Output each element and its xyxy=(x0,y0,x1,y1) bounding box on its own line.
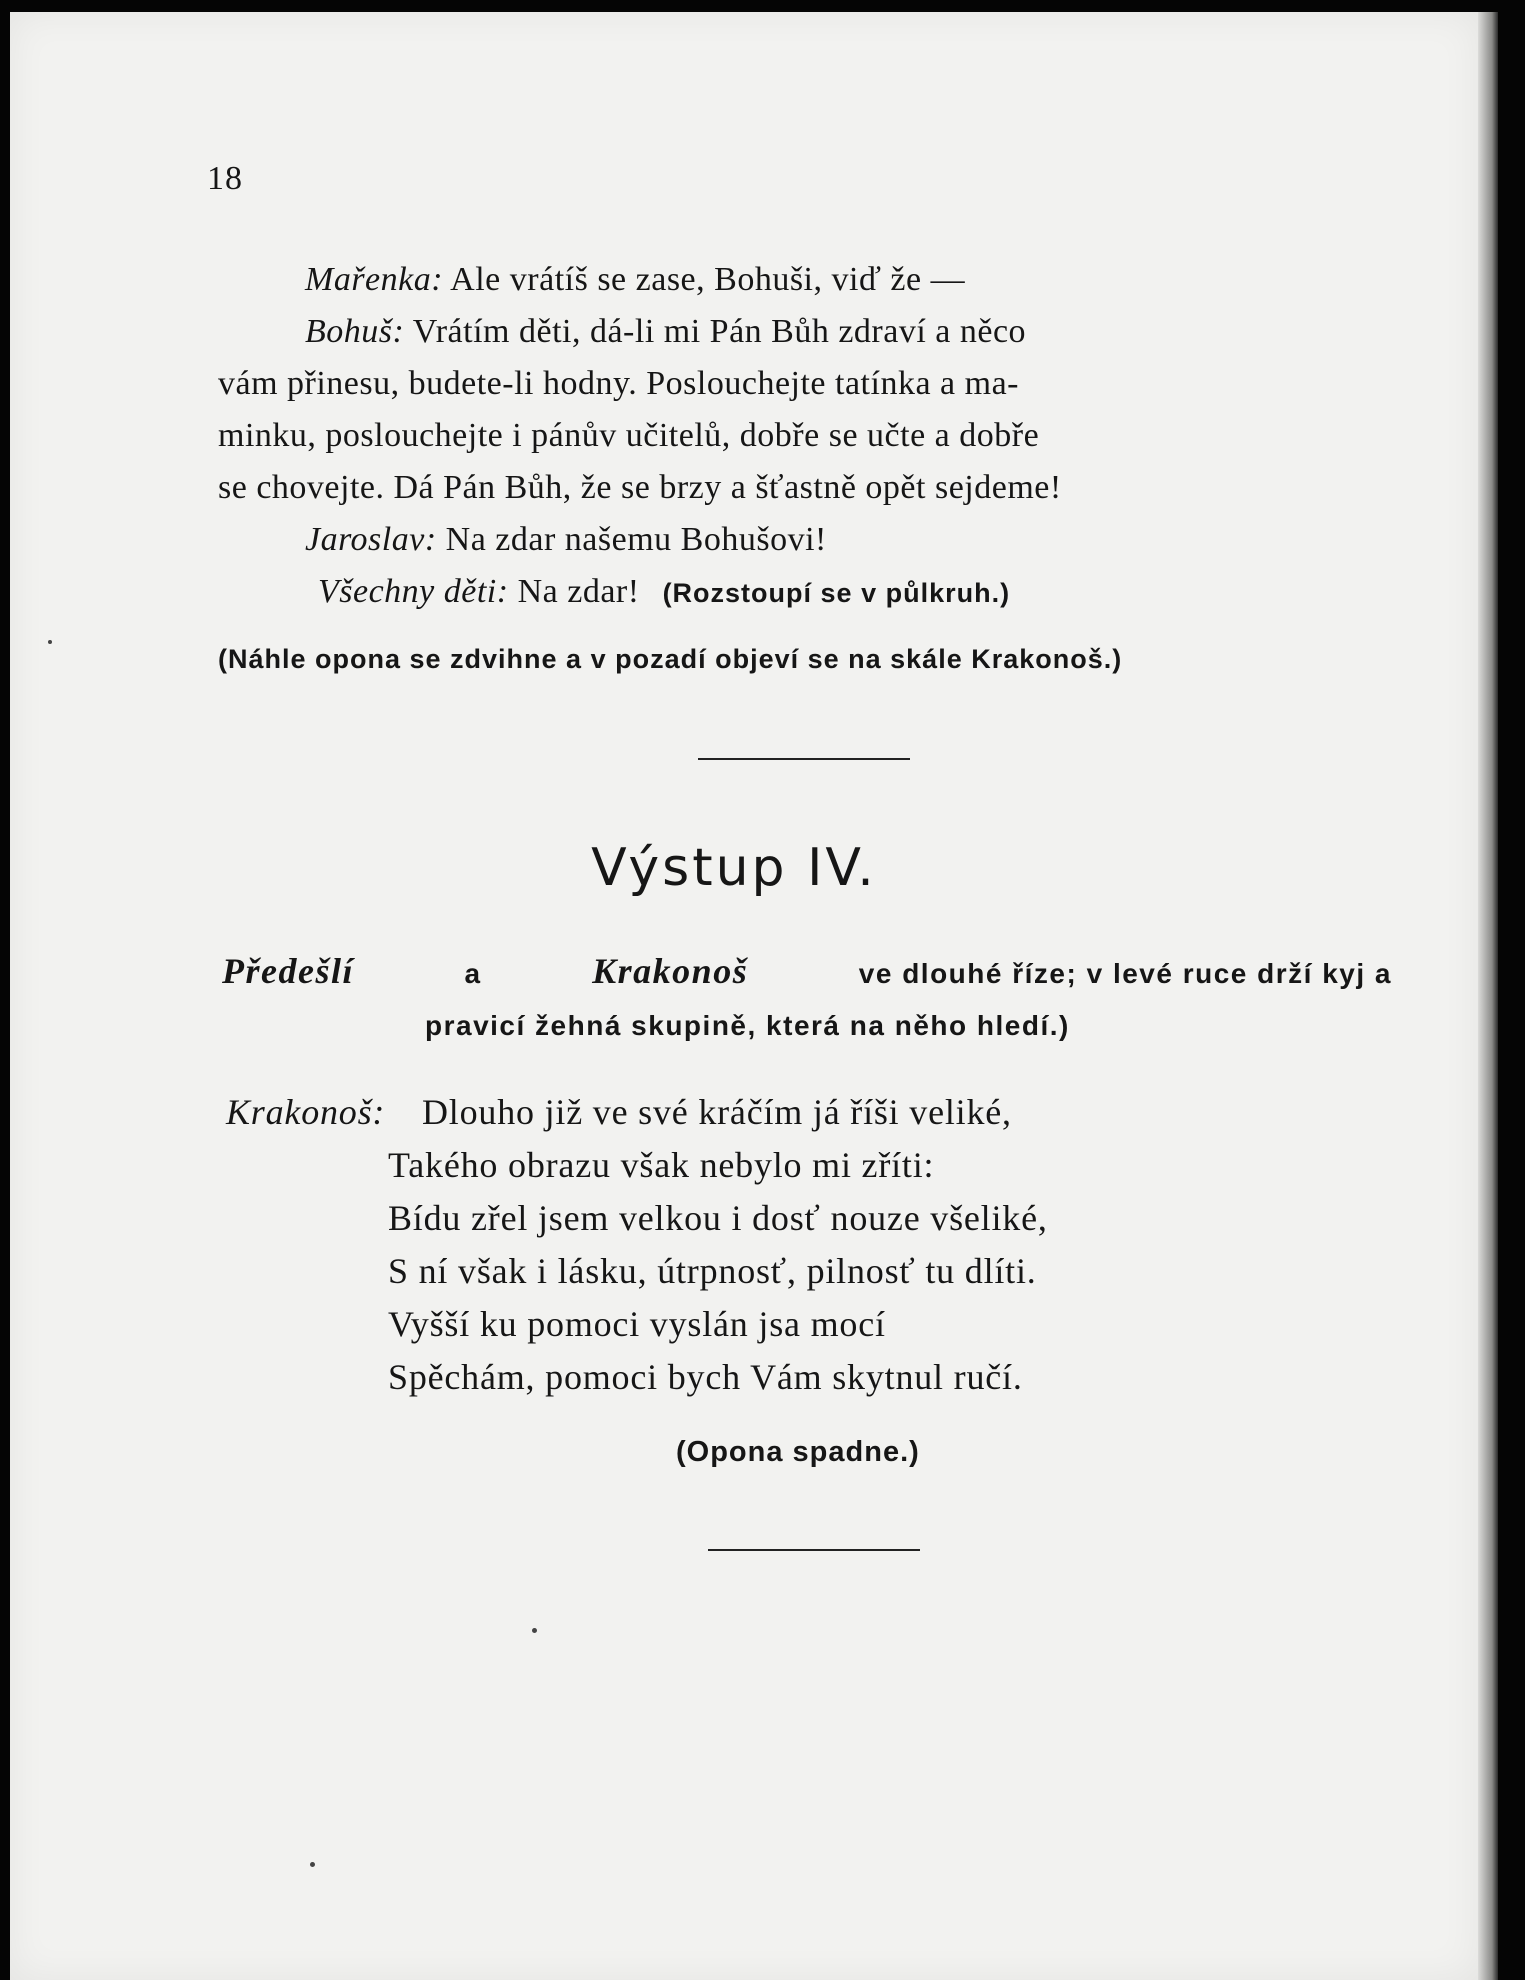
verse-line: Bídu zřel jsem velkou i dosť nouze všeliké, xyxy=(388,1198,1048,1238)
stage-direction-closing: (Opona spadne.) xyxy=(676,1436,920,1468)
speaker-marenka: Mařenka: xyxy=(305,261,444,298)
scene-intro-speaker-krakonos: Krakonoš xyxy=(592,951,749,991)
speaker-bohus: Bohuš: xyxy=(305,313,405,350)
stage-direction: (Rozstoupí se v půlkruh.) xyxy=(662,578,1011,608)
page-edge xyxy=(1478,12,1498,1980)
scene-intro-and: a xyxy=(464,958,482,989)
scene-intro-line2: pravicí žehná skupině, která na něho hledí.) xyxy=(425,1010,1070,1041)
paper-speck xyxy=(310,1862,315,1867)
dialogue-text: Na zdar! xyxy=(508,573,640,610)
line-marenka xyxy=(305,254,965,306)
page-number: 18 xyxy=(207,160,243,197)
verse-line: Takého obrazu však nebylo mi zříti: xyxy=(388,1145,935,1185)
scene-heading: Výstup IV. xyxy=(591,838,877,898)
speaker-vsechny-deti: Všechny děti: xyxy=(318,573,509,610)
divider-rule xyxy=(698,758,910,760)
scene-intro-speaker-predesli: Předešlí xyxy=(222,951,354,991)
verse-line: S ní však i lásku, útrpnosť, pilnosť tu dlíti. xyxy=(388,1251,1037,1291)
speaker-krakonos: Krakonoš: xyxy=(226,1092,386,1132)
verse-line: Vyšší ku pomoci vyslán jsa mocí xyxy=(388,1304,886,1344)
scene-intro-text: ve dlouhé říze; v levé ruce drží kyj a xyxy=(858,958,1392,989)
dialogue-text: Vrátím děti, dá-li mi Pán Bůh zdraví a něco xyxy=(404,313,1027,350)
verse-line: Dlouho již ve své kráčím já říši veliké, xyxy=(422,1092,1012,1132)
dialogue-continuation-line: minku, poslouchejte i pánův učitelů, dobře se učte a dobře xyxy=(218,417,1040,454)
stage-direction-curtain: (Náhle opona se zdvihne a v pozadí objeví se na skále Krakonoš.) xyxy=(218,644,1123,674)
paper-speck xyxy=(532,1628,537,1633)
scene-intro-line1 xyxy=(222,950,1392,992)
speaker-jaroslav: Jaroslav: xyxy=(305,521,437,558)
line-vsechny-deti xyxy=(318,566,1010,619)
divider-rule xyxy=(708,1549,920,1551)
dialogue-continuation-line: vám přinesu, budete-li hodny. Poslouchejte tatínka a ma- xyxy=(218,365,1019,402)
line-jaroslav xyxy=(305,514,827,566)
dialogue-text: Na zdar našemu Bohušovi! xyxy=(436,521,827,558)
dialogue-continuation-line: se chovejte. Dá Pán Bůh, že se brzy a šťastně opět sejdeme! xyxy=(218,469,1062,506)
line-bohus xyxy=(305,306,1026,358)
paper-speck xyxy=(48,640,52,644)
dialogue-text: Ale vrátíš se zase, Bohuši, viď že — xyxy=(443,261,966,298)
verse-line: Spěchám, pomoci bych Vám skytnul ručí. xyxy=(388,1357,1023,1397)
